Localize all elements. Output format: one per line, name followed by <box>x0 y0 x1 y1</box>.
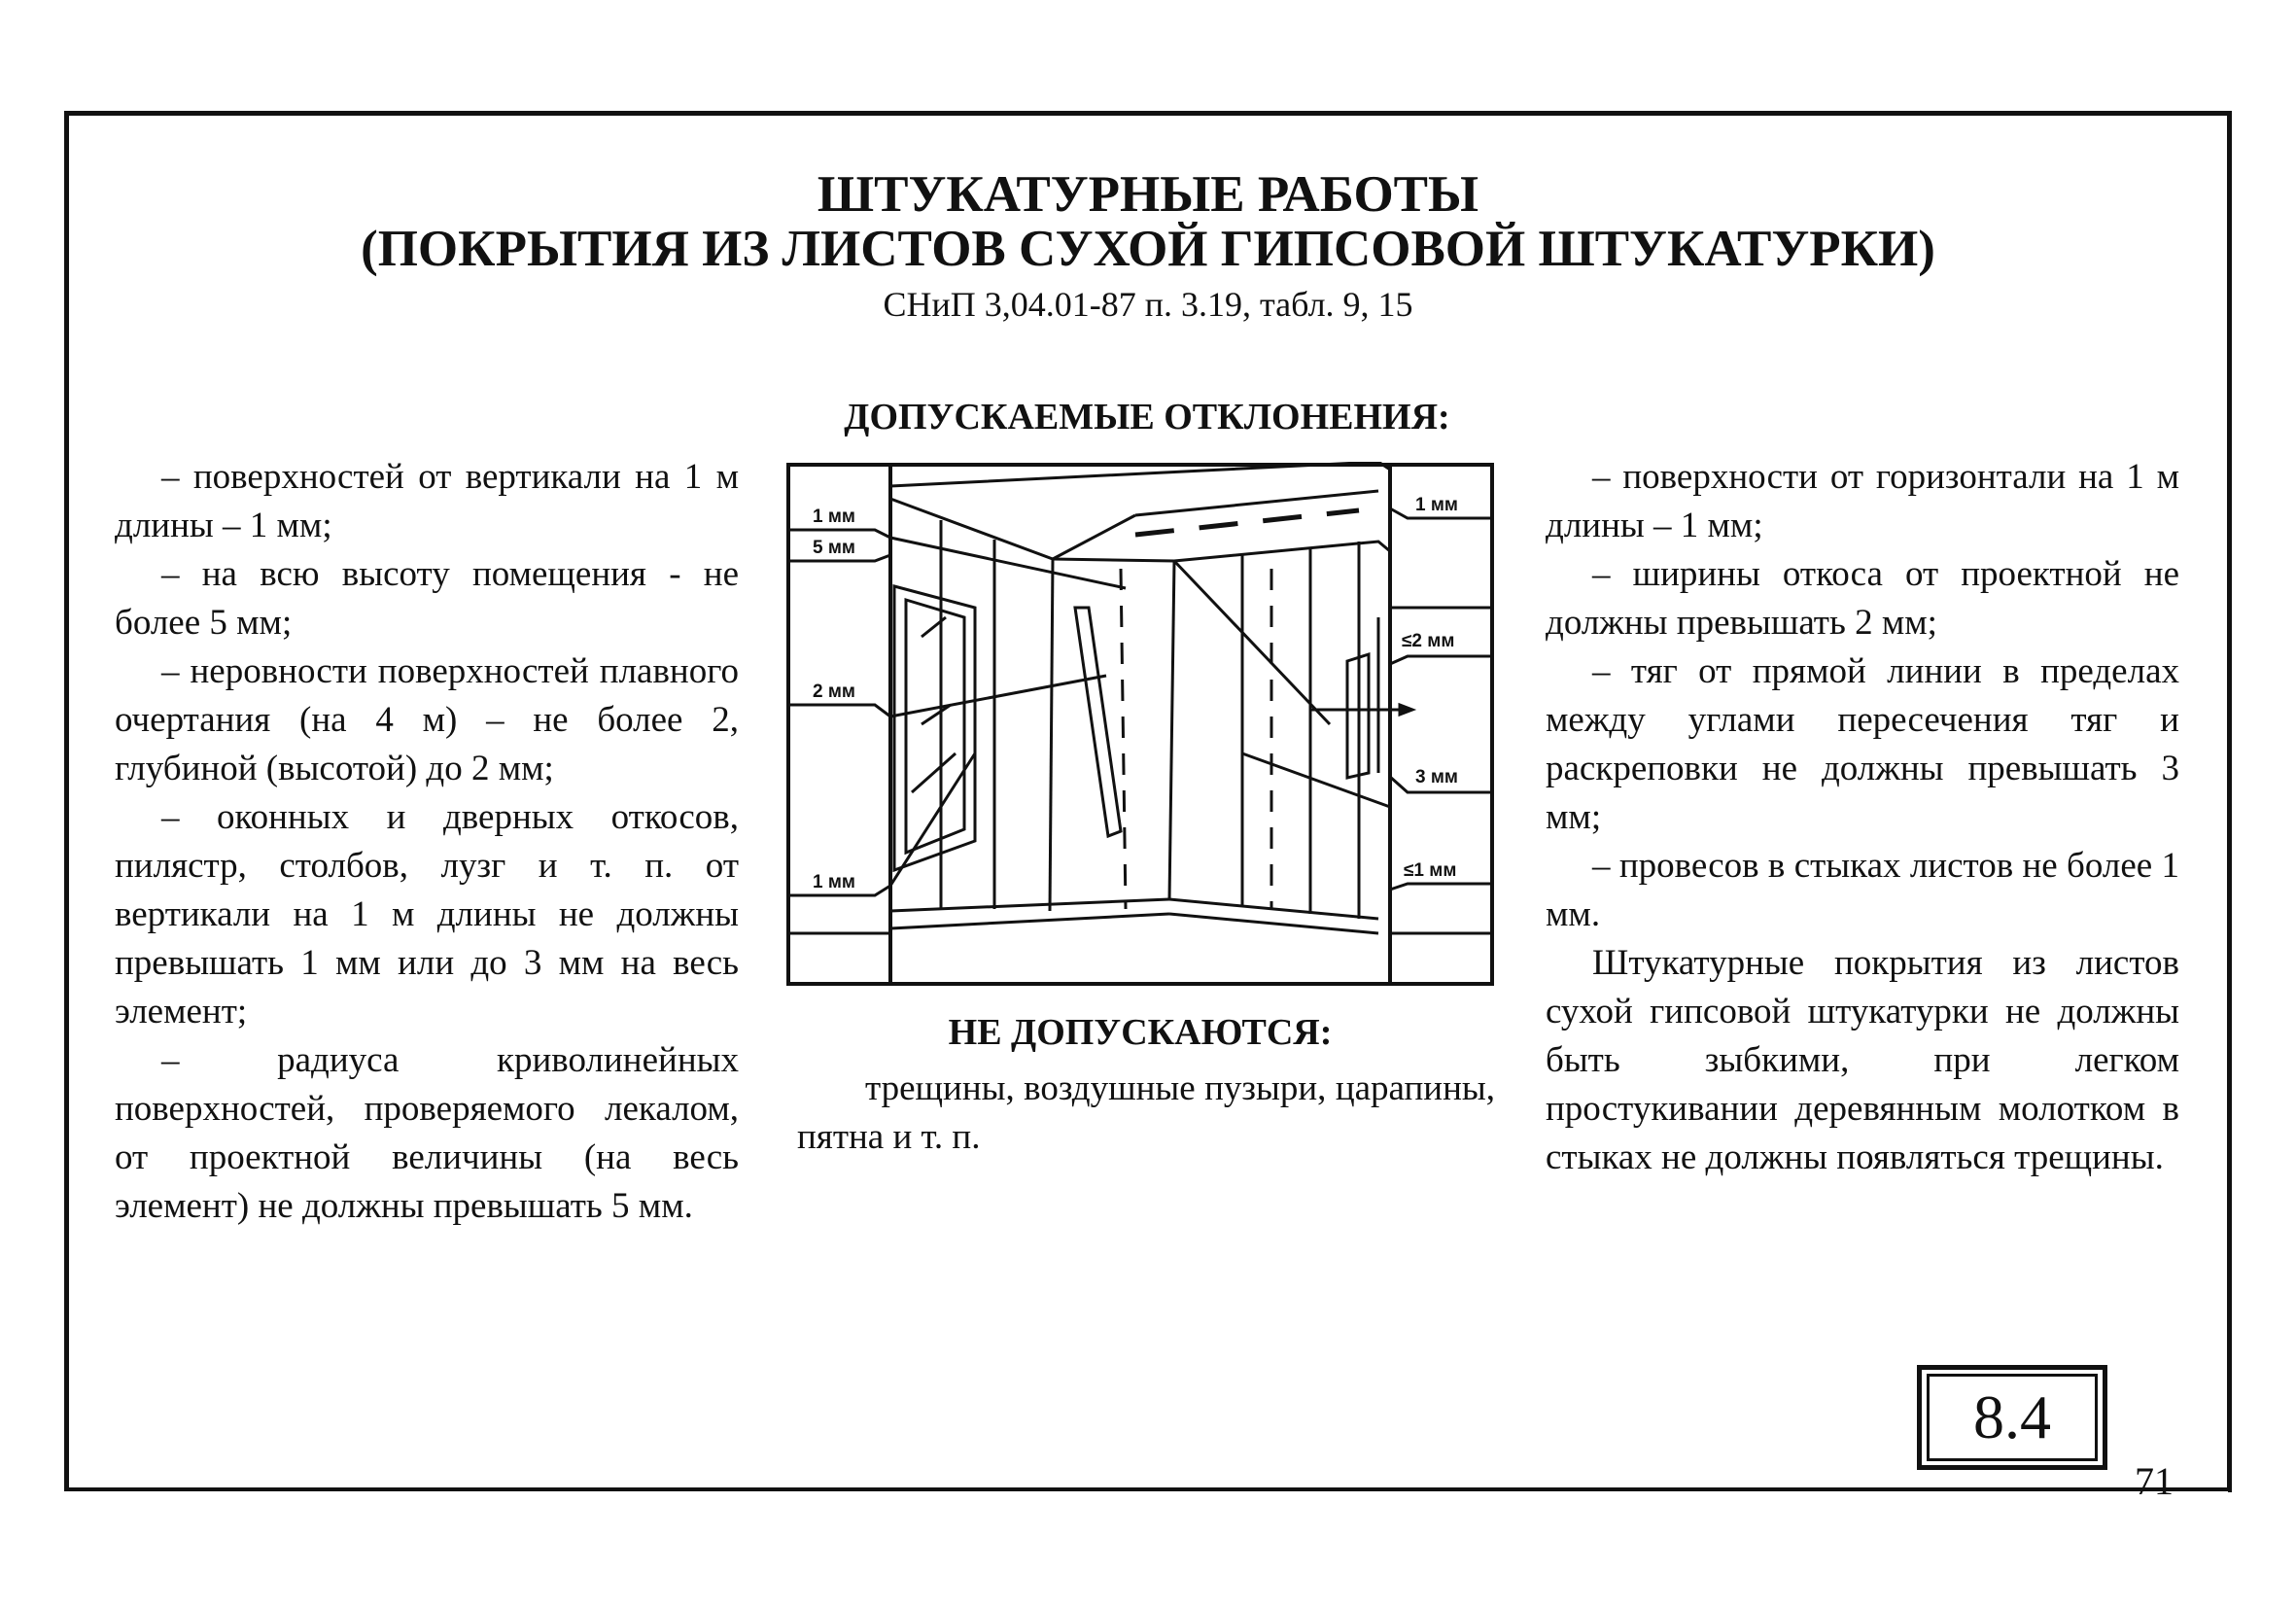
left-callout-3 <box>788 705 890 717</box>
label-right-3mm: 3 мм <box>1415 767 1458 787</box>
right-paragraph: – провесов в стыках листов не более 1 мм. <box>1546 846 2179 934</box>
ceiling-edge <box>890 499 1390 561</box>
label-left-1mm-top: 1 мм <box>813 507 855 527</box>
left-column <box>115 453 739 1231</box>
page-number: 71 <box>2135 1459 2174 1503</box>
left-paragraph: – неровности поверхностей плавного очертания (на 4 м) – не более 2, глубиной (высотой) до 2 мм; <box>115 651 739 788</box>
page-subtitle: (ПОКРЫТИЯ ИЗ ЛИСТОВ СУХОЙ ГИПСОВОЙ ШТУКАТУРКИ) <box>361 221 1935 277</box>
left-paragraph: – оконных и дверных откосов, пилястр, столбов, лузг и т. п. от вертикали на 1 м длины не должны превышать 1 мм или до 3 мм на весь элемент; <box>115 797 739 1031</box>
section-number: 8.4 <box>1927 1374 2098 1461</box>
straightedge <box>1075 608 1121 836</box>
room-corner-diagram <box>785 462 1495 987</box>
right-paragraph: – ширины откоса от проектной не должны превышать 2 мм; <box>1546 554 2179 643</box>
left-callout-1 <box>788 530 890 538</box>
right-column <box>1546 453 2179 1182</box>
label-left-1mm-bottom: 1 мм <box>813 872 855 892</box>
label-left-5mm: 5 мм <box>813 538 855 558</box>
right-callout-2 <box>1390 656 1492 664</box>
left-paragraph: – на всю высоту помещения - не более 5 мм; <box>115 554 739 643</box>
forbidden-heading: НЕ ДОПУСКАЮТСЯ: <box>948 1012 1333 1053</box>
deviations-heading: ДОПУСКАЕМЫЕ ОТКЛОНЕНИЯ: <box>844 397 1450 437</box>
right-paragraph: Штукатурные покрытия из листов сухой гипсовой штукатурки не должны быть зыбкими, при легком простукивании деревянным молотком в стыках не должны появляться трещины. <box>1546 943 2179 1177</box>
section-number-box <box>1917 1365 2107 1470</box>
forbidden-text: трещины, воздушные пузыри, царапины, пятна и т. п. <box>797 1068 1495 1157</box>
label-right-2mm: ≤2 мм <box>1402 631 1455 651</box>
left-paragraph: – поверхностей от вертикали на 1 м длины – 1 мм; <box>115 457 739 545</box>
right-callout-4 <box>1390 884 1492 890</box>
left-paragraph: – радиуса криволинейных поверхностей, проверяемого лекалом, от проектной величины (на весь элемент) не должны превышать 5 мм. <box>115 1040 739 1226</box>
frame-tick <box>2228 1463 2232 1492</box>
right-paragraph: – поверхности от горизонтали на 1 м длины – 1 мм; <box>1546 457 2179 545</box>
page-title: ШТУКАТУРНЫЕ РАБОТЫ <box>817 166 1479 223</box>
standard-reference: СНиП 3,04.01-87 п. 3.19, табл. 9, 15 <box>883 285 1413 324</box>
right-paragraph: – тяг от прямой линии в пределах между углами пересечения тяг и раскреповки не должны превышать 3 мм; <box>1546 651 2179 837</box>
label-right-le1mm: ≤1 мм <box>1404 860 1457 881</box>
label-right-1mm: 1 мм <box>1415 495 1458 515</box>
label-left-2mm: 2 мм <box>813 682 855 702</box>
